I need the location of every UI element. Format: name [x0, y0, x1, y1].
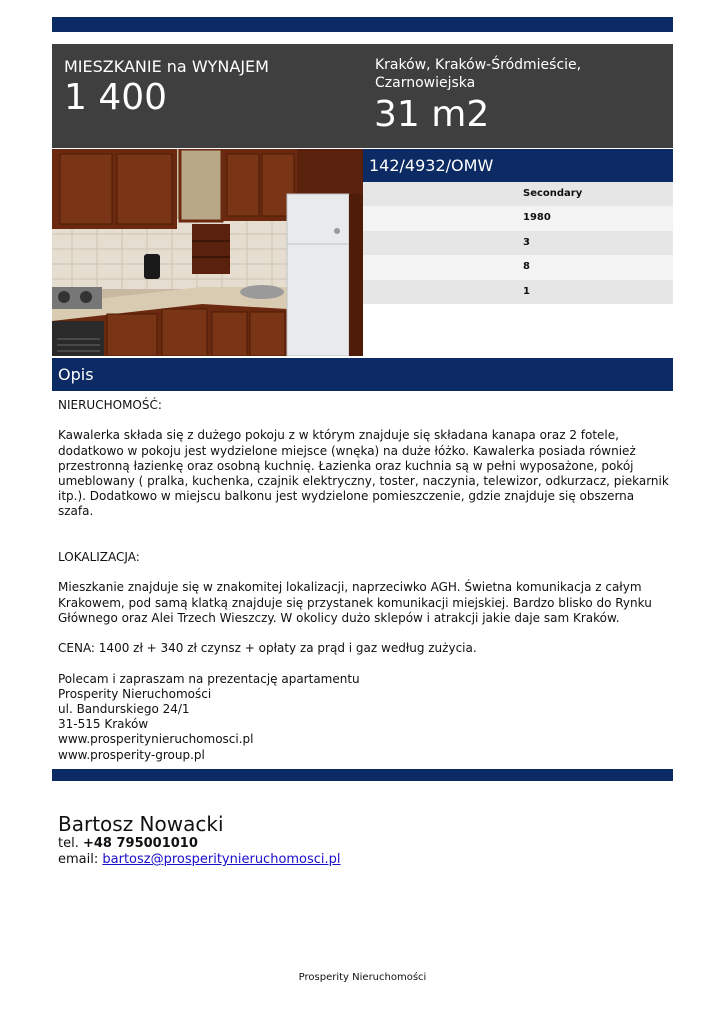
detail-row-market: Secondary — [363, 182, 673, 206]
section-title-description: Opis — [52, 358, 673, 391]
phone-label: tel. — [58, 836, 79, 851]
details-panel — [363, 149, 673, 304]
listing-type: MIESZKANIE na WYNAJEM — [64, 57, 269, 76]
detail-row-5: 1 — [363, 280, 673, 304]
agent-phone: +48 795001010 — [82, 836, 198, 851]
listing-area: 31 m2 — [374, 94, 490, 135]
bottom-accent-bar — [52, 769, 673, 781]
agent-email-line — [58, 852, 341, 868]
detail-row-3: 3 — [363, 231, 673, 255]
listing-header — [52, 44, 673, 148]
email-label: email: — [58, 852, 99, 867]
agent-phone-line — [58, 836, 341, 852]
detail-row-4: 8 — [363, 255, 673, 279]
detail-row-year: 1980 — [363, 206, 673, 230]
agent-contact — [58, 812, 341, 868]
agent-name: Bartosz Nowacki — [58, 812, 224, 836]
agent-email-link[interactable]: bartosz@prosperitynieruchomosci.pl — [102, 852, 341, 867]
listing-location: Kraków, Kraków-Śródmieście, Czarnowiejska — [375, 57, 582, 91]
listing-photo-kitchen — [52, 149, 363, 356]
listing-price: 1 400 — [64, 77, 168, 118]
listing-reference: 142/4932/OMW — [363, 149, 673, 182]
footer-company: Prosperity Nieruchomości — [298, 972, 427, 983]
description-text: NIERUCHOMOŚĆ: Kawalerka składa się z dużego pokoju z w którym znajduje się składana kanapa oraz 2 fotele, dodatkowo w pokoju jest wydzielone miejsce (wnęka) na duże łóżko. Kawalerka posiada również przestronną łazienkę oraz osobną kuchnię. Łazienka oraz kuchnia są w pełni wyposażone, pokój umeblowany ( pralka, kuchenka, czajnik elektryczny, toster, naczynia, telewizor, odkurzacz, piekarnik itp.). Dodatkowo w miejscu balkonu jest wydzielone pomieszczenie, gdzie znajduje się obszerna szafa. LOKALIZACJA: Mieszkanie znajduje się w znakomitej lokalizacji, naprzeciwko AGH. Świetna komunikacja z całym Krakowem, pod samą klatką znajduje się przystanek komunikacji miejskiej. Bardzo blisko do Rynku Głównego oraz Alei Trzech Wieszczy. W okolicy dużo sklepów i atrakcji jakie daje sam Kraków. CENA: 1400 zł + 340 zł czynsz + opłaty za prąd i gaz według zużycia. Polecam i zapraszam na prezentację apartamentu Prosperity Nieruchomości ul. Bandurskiego 24/1 31-515 Kraków www.prosperitynieruchomosci.pl www.prosperity-group.pl — [58, 398, 669, 762]
top-accent-bar — [52, 17, 673, 32]
